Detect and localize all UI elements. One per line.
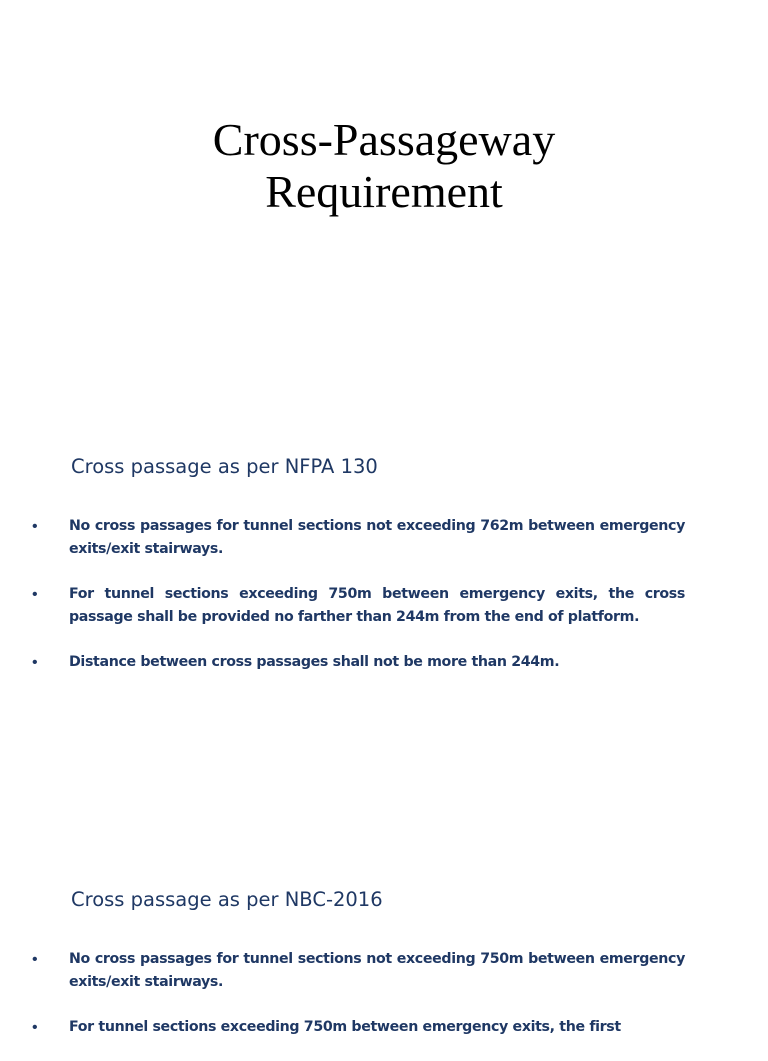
bullet-text: For tunnel sections exceeding 750m between emergency exits, the first xyxy=(69,1019,621,1035)
bullet-list xyxy=(0,948,768,1061)
list-item xyxy=(0,948,685,994)
section-heading: Cross passage as per NBC-2016 xyxy=(71,888,383,911)
list-item xyxy=(0,583,685,629)
list-item xyxy=(0,515,685,561)
bullet-icon: • xyxy=(32,518,38,535)
bullet-list xyxy=(0,515,768,696)
bullet-icon: • xyxy=(32,1019,38,1036)
bullet-icon: • xyxy=(32,654,38,671)
list-item xyxy=(0,1016,685,1039)
page-title xyxy=(0,114,768,218)
page-title-line-2: Requirement xyxy=(265,166,503,217)
page-title-line-1: Cross-Passageway xyxy=(212,114,556,165)
bullet-icon: • xyxy=(32,586,38,603)
bullet-text: No cross passages for tunnel sections not exceeding 750m between emergency exits/exit stairways. xyxy=(69,951,685,990)
bullet-text: Distance between cross passages shall not be more than 244m. xyxy=(69,654,560,670)
bullet-text: For tunnel sections exceeding 750m between emergency exits, the cross passage shall be provided no farther than 244m from the end of platform. xyxy=(69,586,685,625)
bullet-icon: • xyxy=(32,951,38,968)
list-item xyxy=(0,651,685,674)
section-heading: Cross passage as per NFPA 130 xyxy=(71,455,378,478)
bullet-text: No cross passages for tunnel sections not exceeding 762m between emergency exits/exit stairways. xyxy=(69,518,685,557)
